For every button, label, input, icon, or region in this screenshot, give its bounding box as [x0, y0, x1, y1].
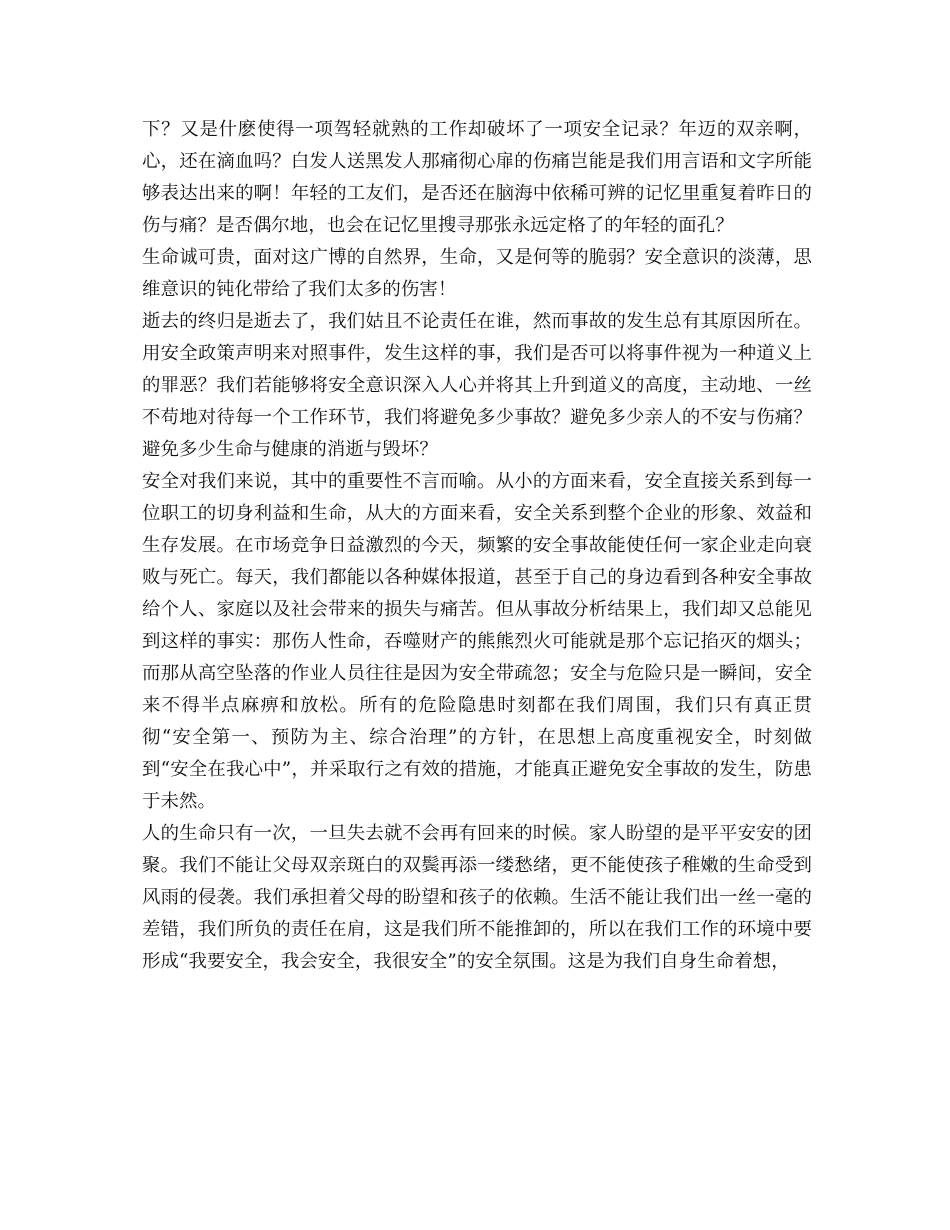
paragraph-2: 生命诚可贵，面对这广博的自然界，生命，又是何等的脆弱？安全意识的淡薄，思维意识的钝化带给了我们太多的伤害！	[142, 247, 812, 300]
paragraph-4: 安全对我们来说，其中的重要性不言而喻。从小的方面来看，安全直接关系到每一位职工的切身利益和生命，从大的方面来看，安全关系到整个企业的形象、效益和生存发展。在市场竞争日益激烈的今天，频繁的安全事故能使任何一家企业走向衰败与死亡。每天，我们都能以各种媒体报道，甚至于自己的身边看到各种安全事故给个人、家庭以及社会带来的损失与痛苦。但从事故分析结果上，我们却又总能见到这样的事实：那伤人性命，吞噬财产的熊熊烈火可能就是那个忘记掐灭的烟头；而那从高空坠落的作业人员往往是因为安全带疏忽；安全与危险只是一瞬间，安全来不得半点麻痹和放松。所有的危险隐患时刻都在我们周围，我们只有真正贯彻“安全第一、预防为主、综合治理”的方针，在思想上高度重视安全，时刻做到“安全在我心中”，并采取行之有效的措施，才能真正避免安全事故的发生，防患于未然。	[142, 471, 812, 812]
paragraph-3: 逝去的终归是逝去了，我们姑且不论责任在谁，然而事故的发生总有其原因所在。用安全政策声明来对照事件，发生这样的事，我们是否可以将事件视为一种道义上的罪恶？我们若能够将安全意识深入人心并将其上升到道义的高度，主动地、一丝不苟地对待每一个工作环节，我们将避免多少事故？避免多少亲人的不安与伤痛？避免多少生命与健康的消逝与毁坏？	[142, 311, 812, 460]
paragraph-5: 人的生命只有一次，一旦失去就不会再有回来的时候。家人盼望的是平平安安的团聚。我们不能让父母双亲斑白的双鬓再添一缕愁绪，更不能使孩子稚嫩的生命受到风雨的侵袭。我们承担着父母的盼望和孩子的依赖。生活不能让我们出一丝一毫的差错，我们所负的责任在肩，这是我们所不能推卸的，所以在我们工作的环境中要形成“我要安全，我会安全，我很安全”的安全氛围。这是为我们自身生命着想，	[142, 823, 812, 972]
paragraph-1: 下？又是什麽使得一项驾轻就熟的工作却破坏了一项安全记录？年迈的双亲啊，心，还在滴血吗？白发人送黑发人那痛彻心扉的伤痛岂能是我们用言语和文字所能够表达出来的啊！年轻的工友们，是否还在脑海中依稀可辨的记忆里重复着昨日的伤与痛？是否偶尔地，也会在记忆里搜寻那张永远定格了的年轻的面孔？	[142, 119, 812, 236]
document-body	[142, 114, 812, 978]
